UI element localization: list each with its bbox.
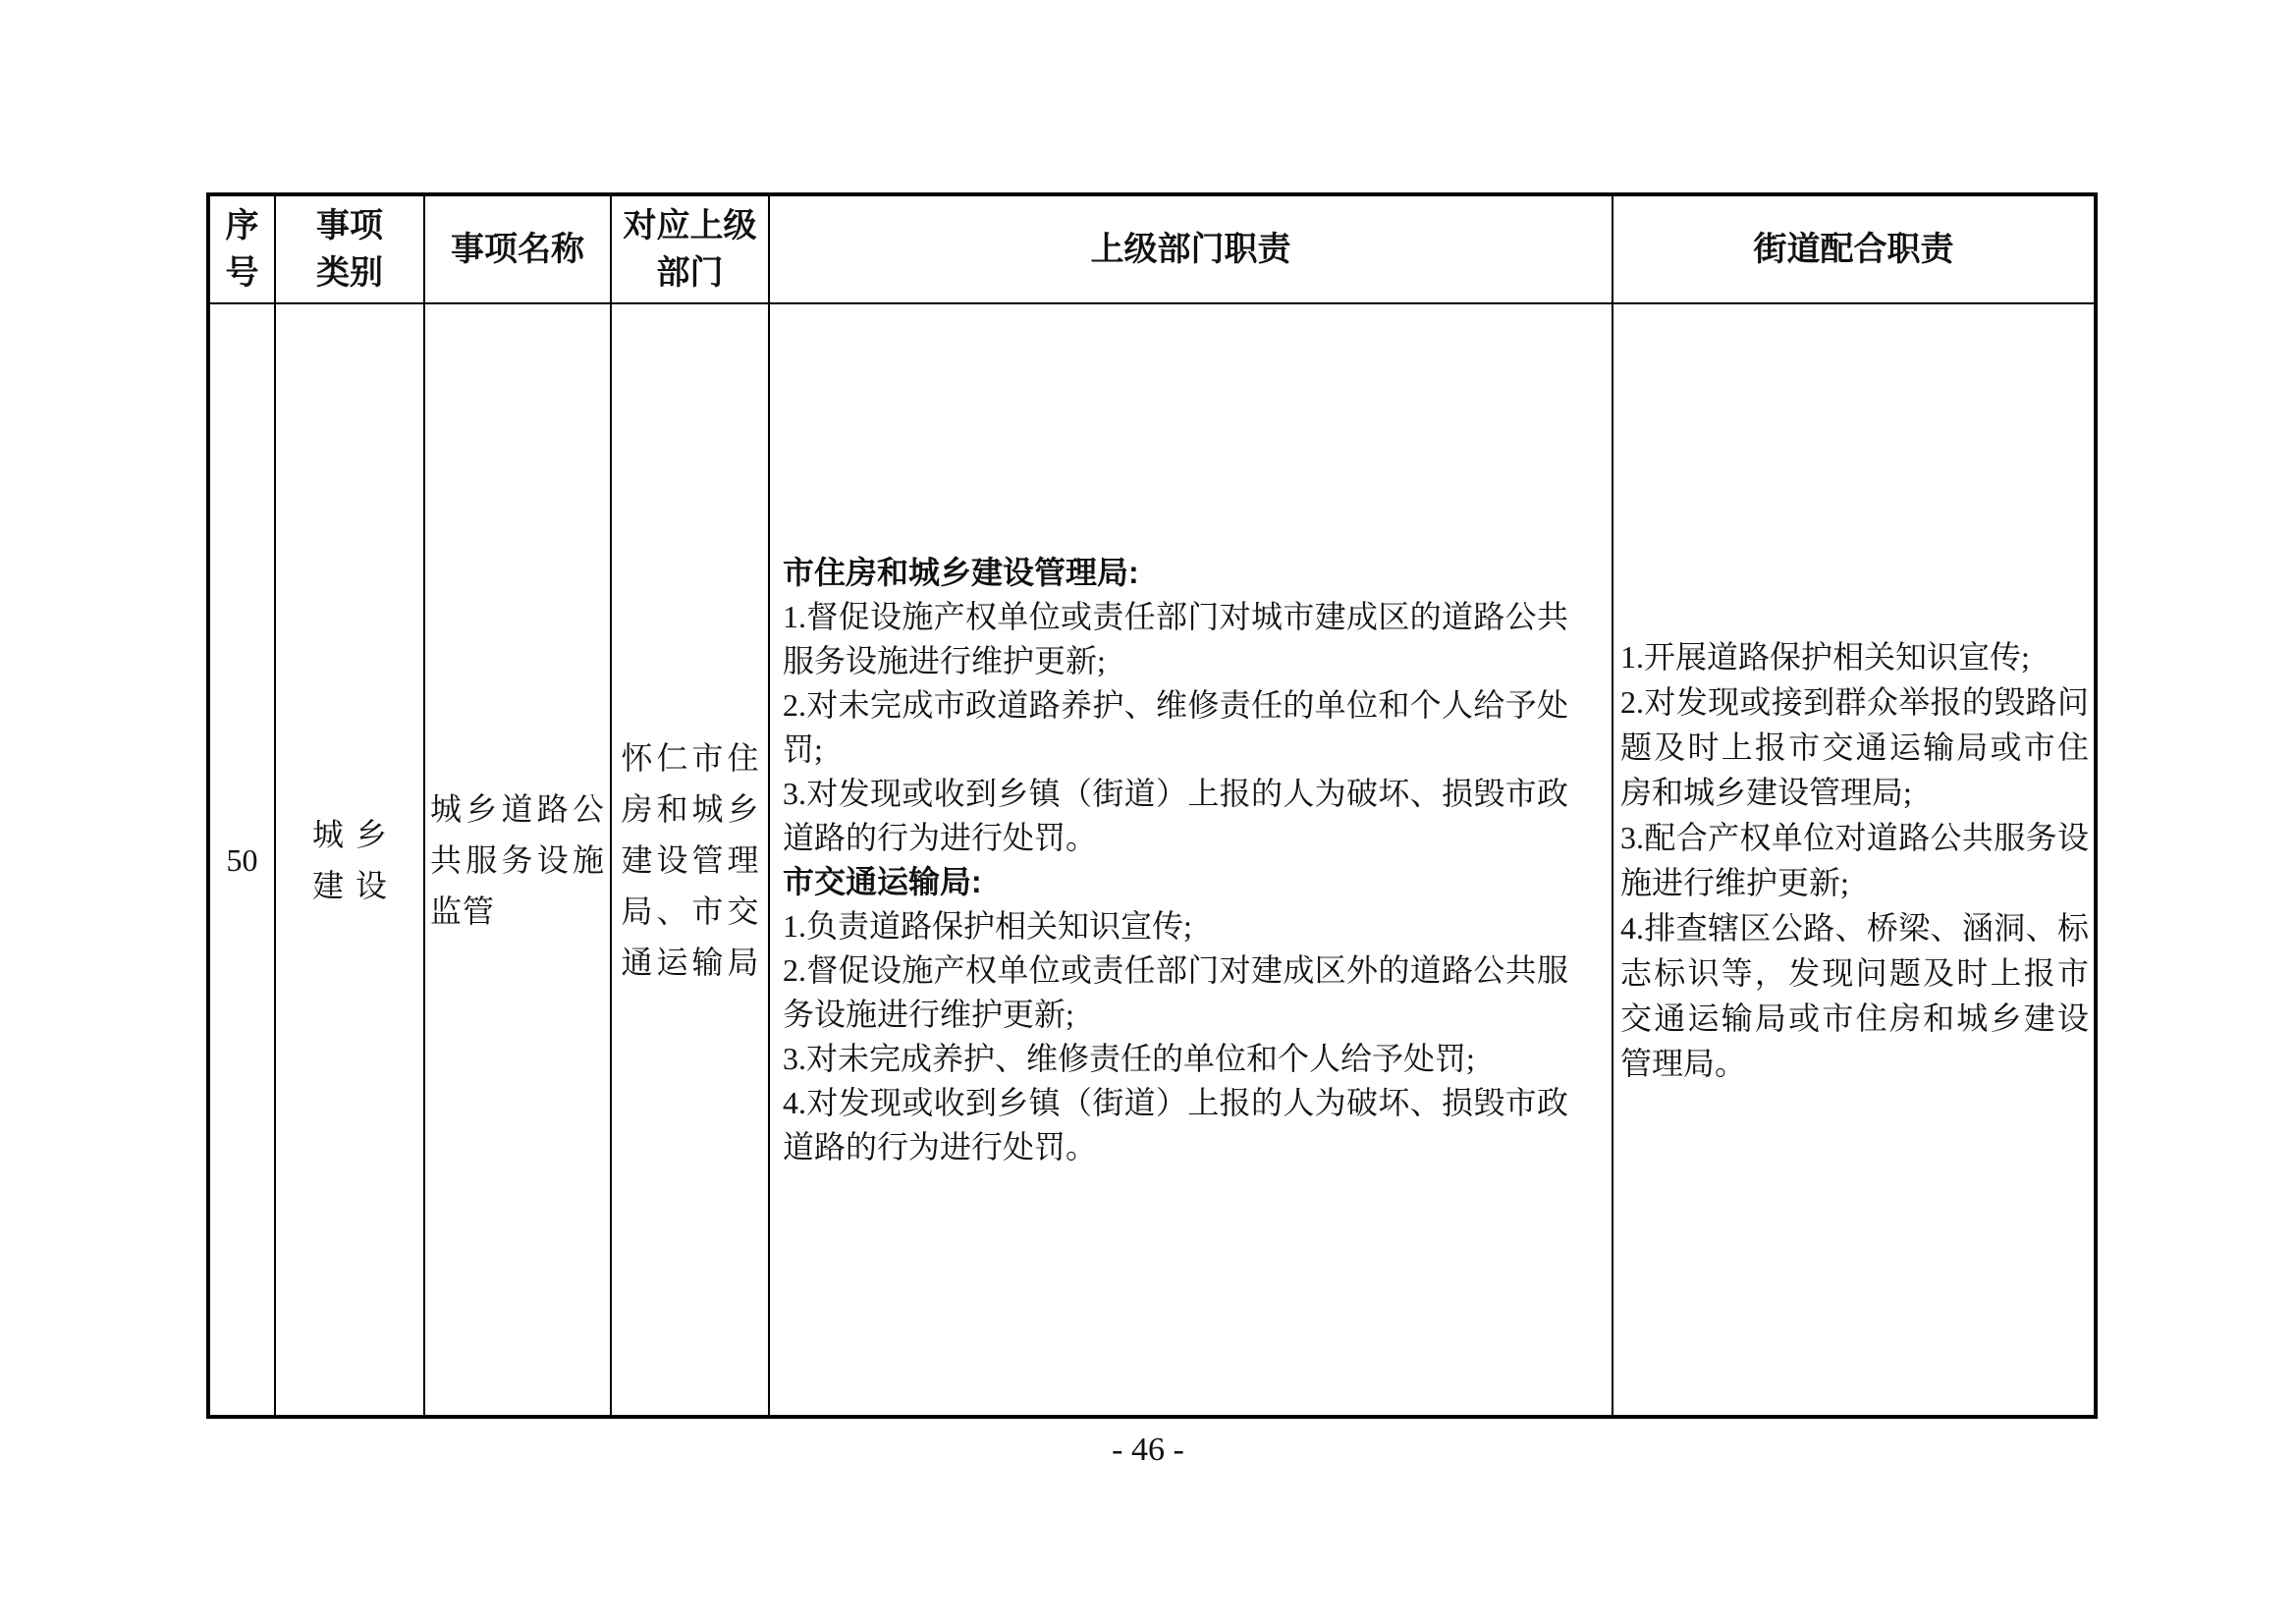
- cell-item-category: [274, 304, 423, 1415]
- duty-item: 3.对未完成养护、维修责任的单位和个人给予处罚;: [783, 1040, 1475, 1076]
- superior-department-value: 怀仁市住房和城乡建设管理局、市交通运输局: [621, 739, 759, 980]
- header-street-duties: [1612, 196, 2094, 304]
- table-row: [210, 304, 2094, 1415]
- duty-section-heading: 市住房和城乡建设管理局:: [783, 554, 1139, 590]
- cell-item-name: [423, 304, 610, 1415]
- serial-no-value: 50: [226, 841, 258, 878]
- duty-item: 1.督促设施产权单位或责任部门对城市建成区的道路公共服务设施进行维护更新;: [783, 598, 1568, 678]
- duty-item: 2.对发现或接到群众举报的毁路问题及时上报市交通运输局或市住房和城乡建设管理局;: [1620, 683, 2089, 810]
- header-superior-department-label: 对应上级部门: [623, 207, 757, 292]
- header-item-name: [423, 196, 610, 304]
- cell-superior-duties: [768, 304, 1612, 1415]
- superior-duties-list: [783, 551, 1568, 1169]
- header-item-category-label: 事项类别: [316, 207, 383, 292]
- duty-item: 3.对发现或收到乡镇（街道）上报的人为破坏、损毁市政道路的行为进行处罚。: [783, 775, 1568, 855]
- header-superior-department: [610, 196, 768, 304]
- cell-street-duties: [1612, 304, 2094, 1415]
- duty-item: 2.督促设施产权单位或责任部门对建成区外的道路公共服务设施进行维护更新;: [783, 951, 1568, 1032]
- header-item-category: [274, 196, 423, 304]
- duty-item: 2.对未完成市政道路养护、维修责任的单位和个人给予处罚;: [783, 686, 1568, 767]
- header-serial-no: [210, 196, 274, 304]
- page-number: - 46 -: [1112, 1432, 1184, 1468]
- duty-section-heading: 市交通运输局:: [783, 863, 982, 899]
- cell-superior-department: [610, 304, 768, 1415]
- header-superior-duties: [768, 196, 1612, 304]
- item-name-value: 城乡道路公共服务设施监管: [430, 790, 605, 929]
- header-serial-no-label: 序号: [225, 207, 259, 292]
- duty-item: 4.排查辖区公路、桥梁、涵洞、标志标识等，发现问题及时上报市交通运输局或市住房和城乡建设管理局。: [1620, 909, 2089, 1081]
- duties-table: [206, 192, 2098, 1419]
- cell-serial-no: [210, 304, 274, 1415]
- duty-item: 1.开展道路保护相关知识宣传;: [1620, 638, 2030, 675]
- header-superior-duties-label: 上级部门职责: [1090, 231, 1291, 268]
- item-category-value: 城乡建设: [312, 816, 387, 903]
- duty-item: 4.对发现或收到乡镇（街道）上报的人为破坏、损毁市政道路的行为进行处罚。: [783, 1084, 1568, 1164]
- duty-item: 1.负责道路保护相关知识宣传;: [783, 907, 1192, 944]
- header-item-name-label: 事项名称: [451, 231, 584, 268]
- duty-item: 3.配合产权单位对道路公共服务设施进行维护更新;: [1620, 819, 2089, 900]
- street-duties-list: [1620, 634, 2089, 1086]
- header-street-duties-label: 街道配合职责: [1753, 231, 1954, 268]
- table-header-row: [210, 196, 2094, 304]
